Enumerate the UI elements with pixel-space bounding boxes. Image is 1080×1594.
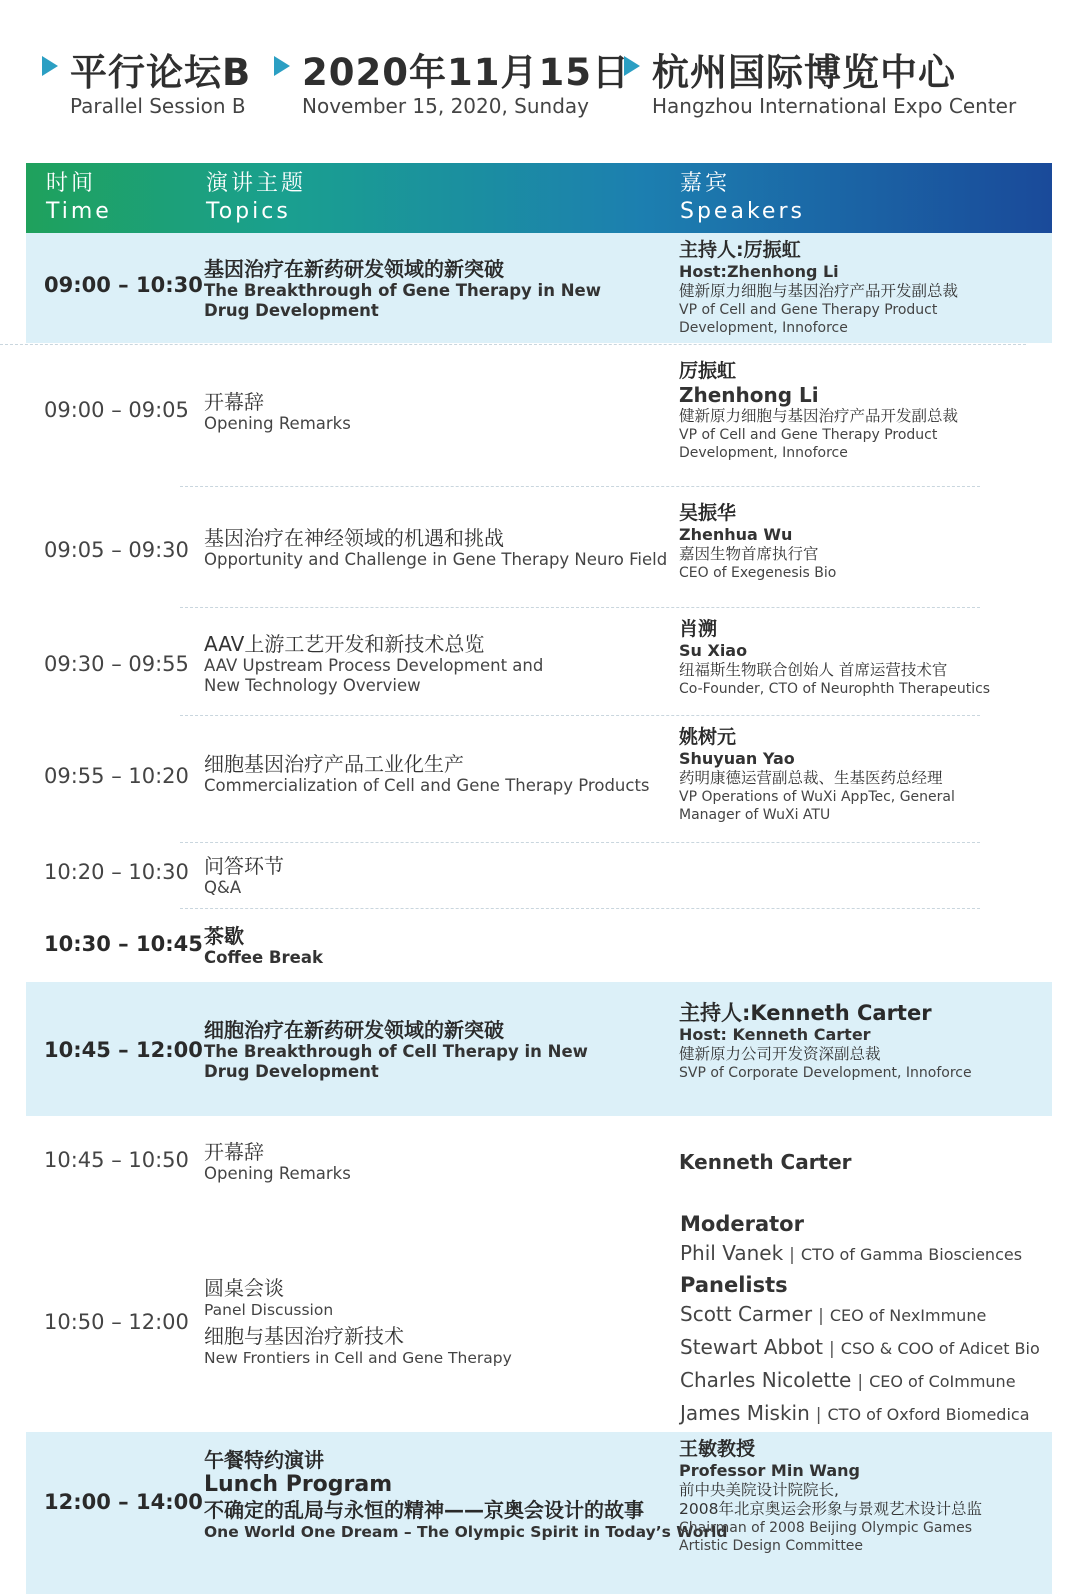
row-speaker: 肖溯 Su Xiao 纽福斯生物联合创始人 首席运营技术官 Co-Founder, CTO of Neurophth Therapeutics <box>679 618 991 697</box>
row-topic: 开幕辞 Opening Remarks <box>204 1140 351 1183</box>
play-triangle-icon <box>274 56 290 76</box>
moderator-label: Moderator <box>680 1212 804 1236</box>
row-topic: 茶歇 Coffee Break <box>204 924 323 967</box>
row-divider <box>0 344 1026 345</box>
session-title-cn: 平行论坛B <box>70 51 252 94</box>
date-en: November 15, 2020, Sunday <box>302 94 590 118</box>
agenda-row <box>26 1124 1052 1202</box>
row-time: 10:20 – 10:30 <box>44 860 189 884</box>
row-time: 09:00 – 09:05 <box>44 398 189 422</box>
row-speaker: Kenneth Carter <box>679 1150 852 1174</box>
table-header <box>26 163 1052 233</box>
venue-en: Hangzhou International Expo Center <box>652 94 1017 118</box>
agenda-row-break <box>26 916 1052 976</box>
row-divider <box>180 908 980 909</box>
date-cn: 2020年11月15日 <box>302 51 630 94</box>
row-speaker: 王敏教授 Professor Min Wang 前中央美院设计院院长, 2008年北京奥运会形象与景观艺术设计总监 Chairman of 2008 Beijing Olympic Games Artistic Design Committee <box>679 1438 982 1554</box>
agenda-row-session-host <box>26 982 1052 1116</box>
agenda-row <box>26 352 1052 484</box>
agenda-row <box>26 492 1052 604</box>
row-divider <box>180 607 980 608</box>
agenda-row <box>26 614 1052 714</box>
row-topic: 午餐特约演讲 Lunch Program 不确定的乱局与永恒的精神——京奥会设计的故事 One World One Dream – The Olympic Spirit in Today’s World <box>204 1448 728 1541</box>
panelist-entry: Scott Carmer | CEO of NexImmune <box>680 1302 987 1326</box>
column-header-topics: 演讲主题 Topics <box>206 171 307 224</box>
play-triangle-icon <box>42 56 58 76</box>
column-header-time: 时间 Time <box>46 171 112 224</box>
row-topic: 圆桌会谈 Panel Discussion 细胞与基因治疗新技术 New Frontiers in Cell and Gene Therapy <box>204 1276 512 1367</box>
panelist-entry: Stewart Abbot | CSO & COO of Adicet Bio <box>680 1335 1040 1359</box>
row-time: 09:05 – 09:30 <box>44 538 189 562</box>
row-time: 09:00 – 10:30 <box>44 273 203 297</box>
agenda-row-panel <box>26 1206 1052 1428</box>
row-time: 12:00 – 14:00 <box>44 1490 203 1514</box>
row-time: 10:45 – 10:50 <box>44 1148 189 1172</box>
row-speaker: 吴振华 Zhenhua Wu 嘉因生物首席执行官 CEO of Exegenesis Bio <box>679 502 837 581</box>
row-topic: 细胞基因治疗产品工业化生产 Commercialization of Cell and Gene Therapy Products <box>204 752 650 795</box>
moderator-entry: Phil Vanek | CTO of Gamma Biosciences <box>680 1241 1023 1265</box>
row-topic: 开幕辞 Opening Remarks <box>204 390 351 433</box>
row-divider <box>180 842 980 843</box>
row-topic: 基因治疗在新药研发领域的新突破 The Breakthrough of Gene Therapy in New Drug Development <box>204 257 601 320</box>
row-time: 10:30 – 10:45 <box>44 932 203 956</box>
row-topic: AAV上游工艺开发和新技术总览 AAV Upstream Process Development and New Technology Overview <box>204 632 544 695</box>
panelist-entry: James Miskin | CTO of Oxford Biomedica <box>680 1401 1030 1425</box>
panelist-entry: Charles Nicolette | CEO of CoImmune <box>680 1368 1016 1392</box>
play-triangle-icon <box>624 56 640 76</box>
agenda-row <box>26 848 1052 906</box>
row-divider <box>180 715 980 716</box>
row-time: 10:50 – 12:00 <box>44 1310 189 1334</box>
agenda-row <box>26 722 1052 840</box>
row-topic: 问答环节 Q&A <box>204 854 284 897</box>
row-speaker: 姚树元 Shuyuan Yao 药明康德运营副总裁、生基医药总经理 VP Operations of WuXi AppTec, General Manager of WuXi ATU <box>679 726 955 823</box>
row-speaker: 主持人:Kenneth Carter Host: Kenneth Carter 健新原力公司开发资深副总裁 SVP of Corporate Development, Innoforce <box>679 1001 972 1081</box>
row-divider <box>180 486 980 487</box>
agenda-row-lunch <box>26 1432 1052 1594</box>
row-topic: 基因治疗在神经领域的机遇和挑战 Opportunity and Challenge in Gene Therapy Neuro Field <box>204 526 668 569</box>
row-speaker: 厉振虹 Zhenhong Li 健新原力细胞与基因治疗产品开发副总裁 VP of Cell and Gene Therapy Product Development, Innoforce <box>679 360 959 461</box>
column-header-speakers: 嘉宾 Speakers <box>680 171 805 224</box>
row-time: 09:55 – 10:20 <box>44 764 189 788</box>
row-topic: 细胞治疗在新药研发领域的新突破 The Breakthrough of Cell Therapy in New Drug Development <box>204 1018 588 1081</box>
agenda-row-session-host <box>26 233 1052 343</box>
session-title-en: Parallel Session B <box>70 94 246 118</box>
panelists-label: Panelists <box>680 1273 788 1297</box>
venue-cn: 杭州国际博览中心 <box>652 51 956 94</box>
panel-speakers <box>680 1210 1050 1431</box>
row-time: 09:30 – 09:55 <box>44 652 189 676</box>
row-time: 10:45 – 12:00 <box>44 1038 203 1062</box>
row-speaker: 主持人:厉振虹 Host:Zhenhong Li 健新原力细胞与基因治疗产品开发副总裁 VP of Cell and Gene Therapy Product Development, Innoforce <box>679 239 959 336</box>
